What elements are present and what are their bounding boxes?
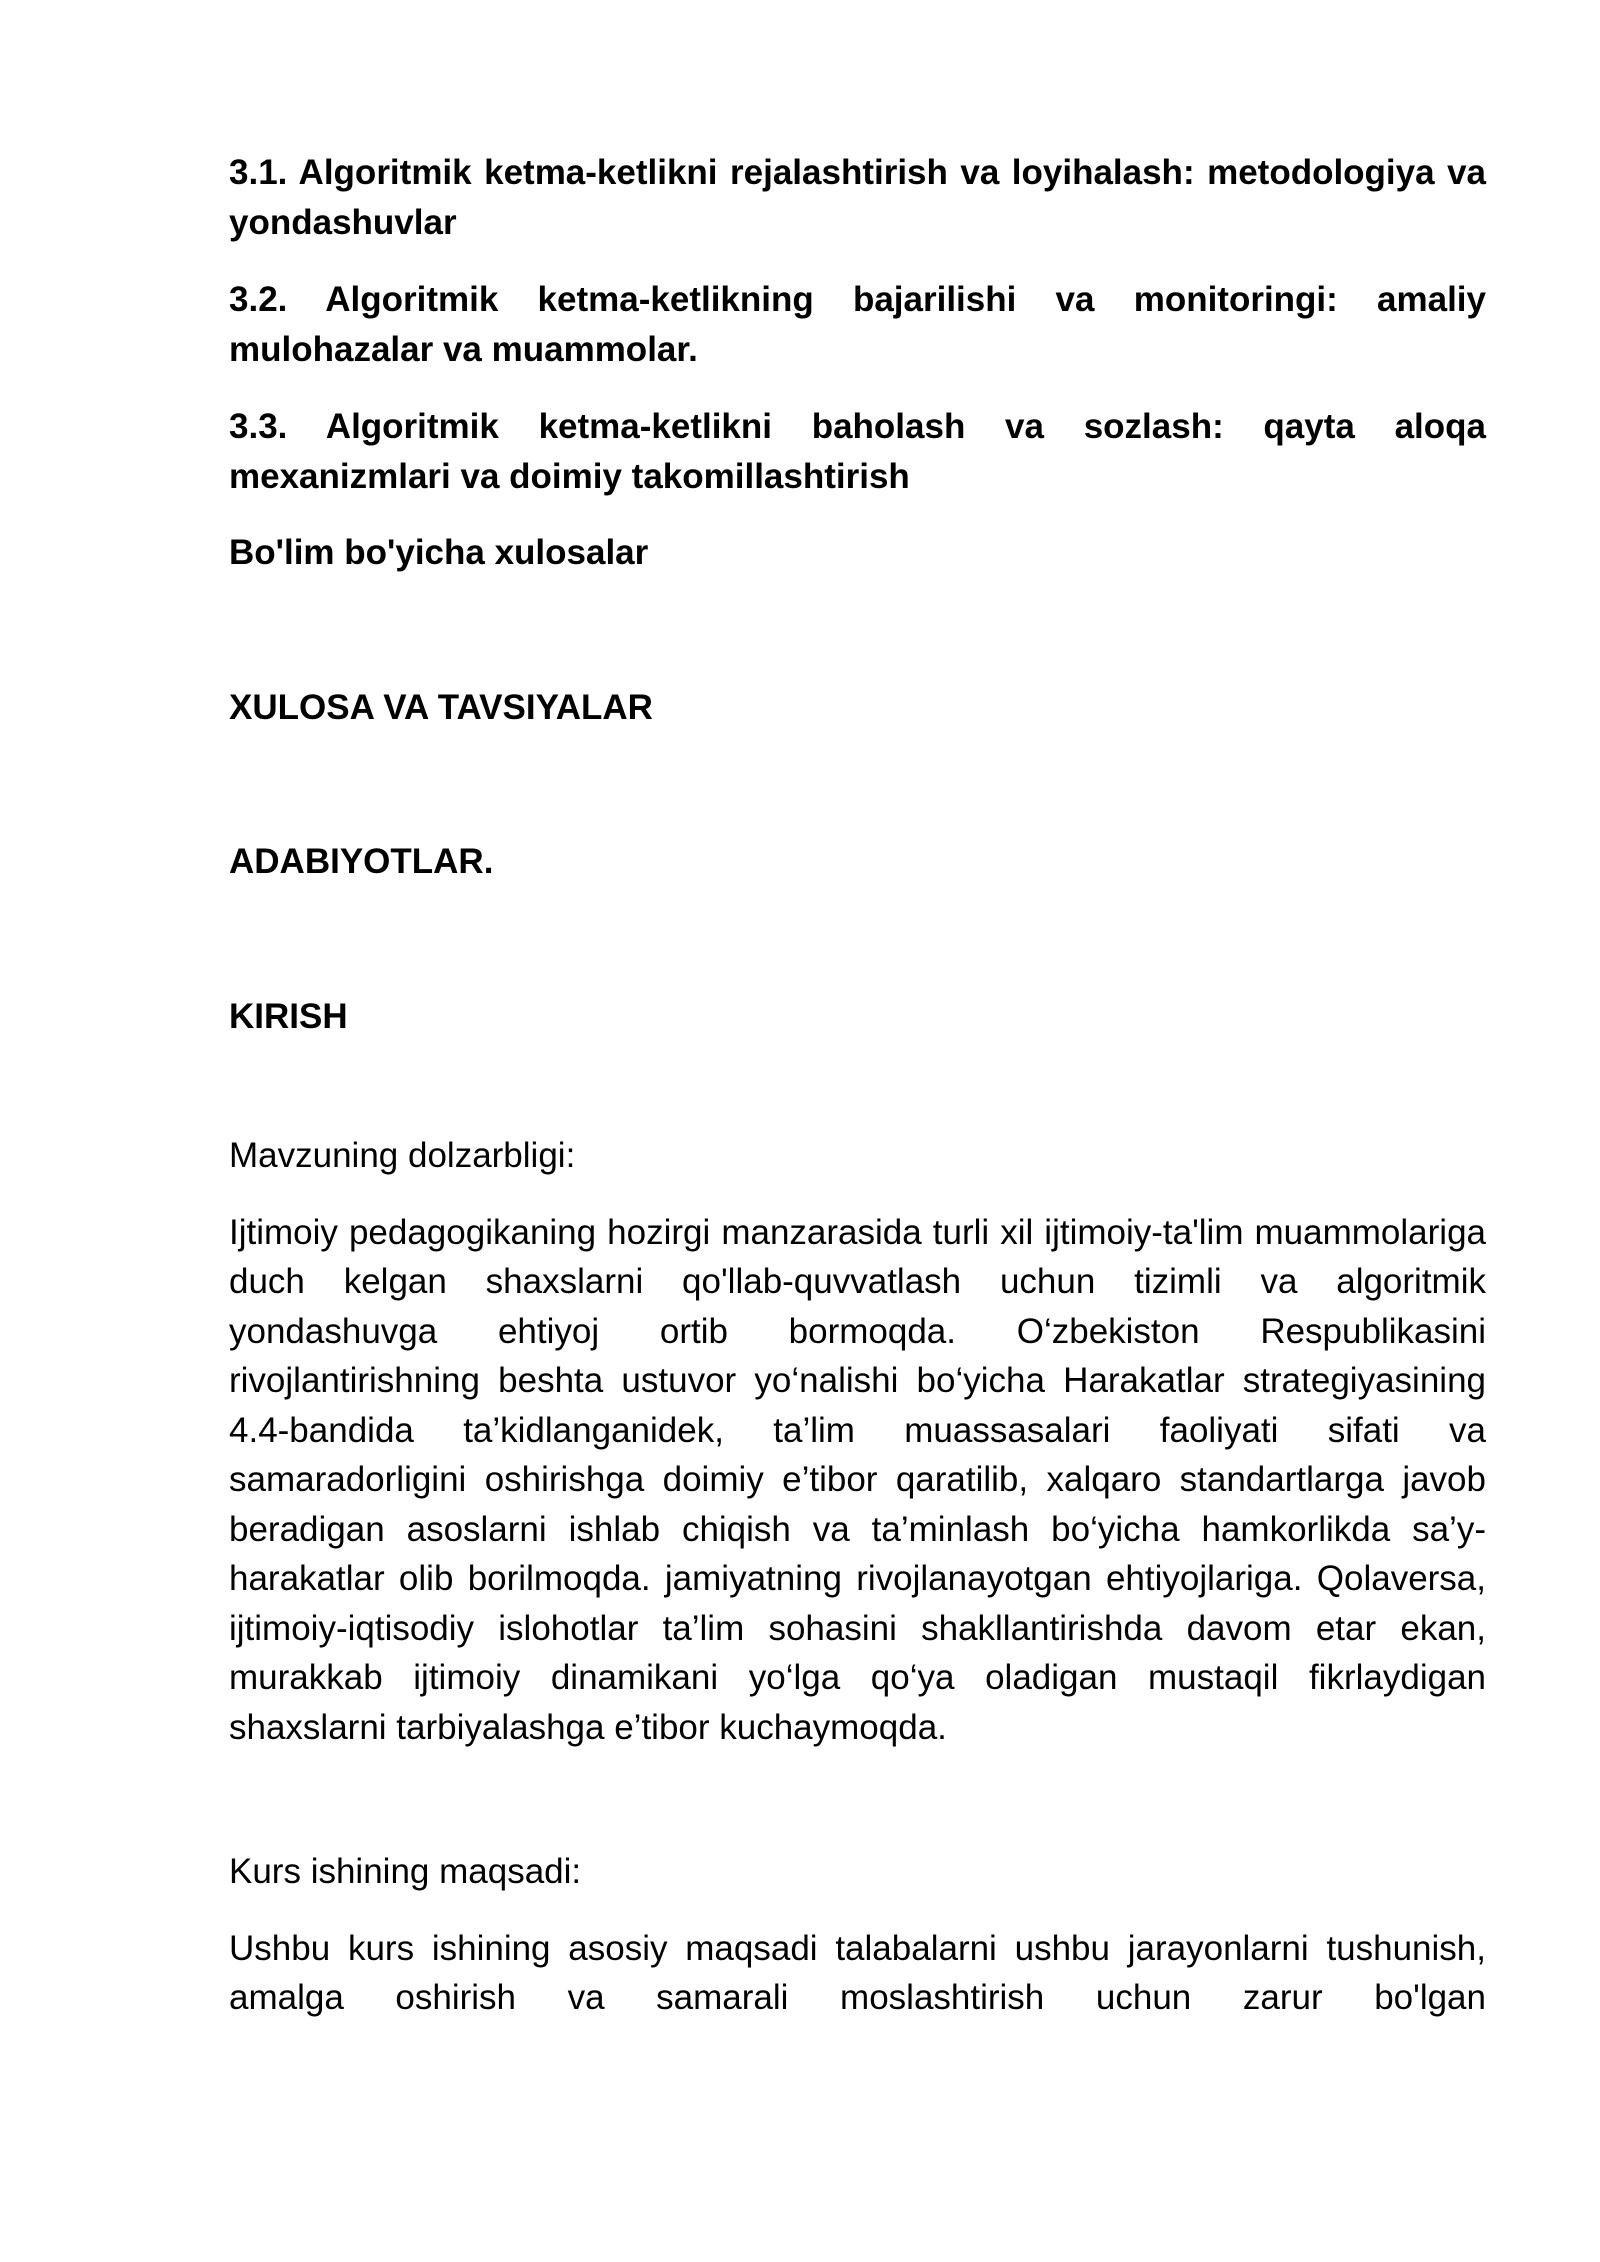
toc-conclusions: XULOSA VA TAVSIYALAR xyxy=(229,687,653,727)
toc-section-conclusions: Bo'lim bo'yicha xulosalar xyxy=(229,533,649,572)
relevance-label: Mavzuning dolzarbligi: xyxy=(229,1136,576,1175)
relevance-paragraph: Ijtimoiy pedagogikaning hozirgi manzarasida turli xil ijtimoiy-ta'lim muammolariga duch kelgan shaxslarni qo'llab-quvvatlash uchun tizimli va algoritmik yondashuvga ehtiyoj ortib bormoqda. O‘zbekiston Respublikasini rivojlantirishning beshta ustuvor yo‘nalishi bo‘yicha Harakatlar strategiyasining 4.4-bandida ta’kidlanganidek, ta’lim muassasalari faoliyati sifati va samaradorligini oshirishga doimiy e’tibor qaratilib, xalqaro standartlarga javob beradigan asoslarni ishlab chiqish va ta’minlash bo‘yicha hamkorlikda sa’y-harakatlar olib borilmoqda. jamiyatning rivojlanayotgan ehtiyojlariga. Qolaversa, ijtimoiy-iqtisodiy islohotlar ta’lim sohasini shakllantirishda davom etar ekan, murakkab ijtimoiy dinamikani yo‘lga qo‘ya oladigan mustaqil fikrlaydigan shaxslarni tarbiyalashga e’tibor kuchaymoqda. xyxy=(229,1212,1486,1747)
intro-heading: KIRISH xyxy=(229,996,348,1036)
document-page xyxy=(229,148,1486,2023)
toc-references: ADABIYOTLAR. xyxy=(229,842,494,881)
goal-paragraph: Ushbu kurs ishining asosiy maqsadi talabalarni ushbu jarayonlarni tushunish, amalga oshirish va samarali moslashtirish uchun zarur bo'lgan xyxy=(229,1928,1486,2017)
toc-item-3-3: 3.3. Algoritmik ketma-ketlikni baholash va sozlash: qayta aloqa mexanizmlari va doimiy takomillashtirish xyxy=(229,407,1486,496)
toc-item-3-2: 3.2. Algoritmik ketma-ketlikning bajarilishi va monitoringi: amaliy mulohazalar va muammolar. xyxy=(229,280,1486,369)
goal-label: Kurs ishining maqsadi: xyxy=(229,1852,582,1891)
toc-item-3-1: 3.1. Algoritmik ketma-ketlikni rejalashtirish va loyihalash: metodologiya va yondashuvlar xyxy=(229,153,1486,242)
